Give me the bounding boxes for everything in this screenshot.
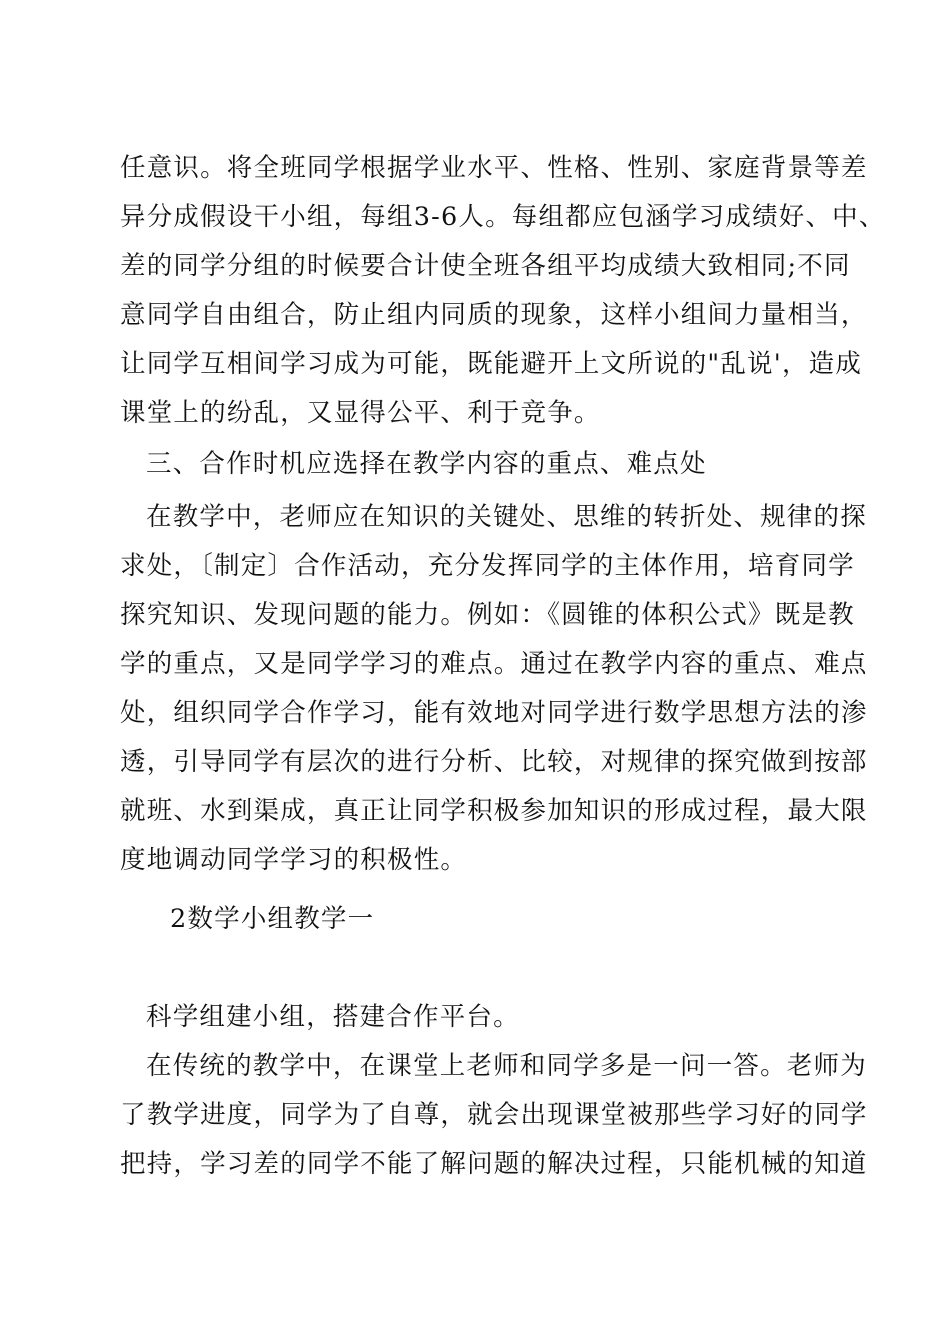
body-text-line: 让同学互相间学习成为可能，既能避开上文所说的"乱说'，造成 [120,349,863,379]
body-text-line: 意同学自由组合，防止组内同质的现象，这样小组间力量相当， [120,300,868,330]
body-text-line: 求处，〔制定〕合作活动，充分发挥同学的主体作用，培育同学 [120,551,855,581]
body-text-line: 异分成假设干小组，每组3-6人。每组都应包涵学习成绩好、中、 [120,202,886,232]
paragraph-first-line: 科学组建小组，搭建合作平台。 [146,1002,520,1032]
body-text-line: 度地调动同学学习的积极性。 [120,845,468,875]
body-text-line: 任意识。将全班同学根据学业水平、性格、性别、家庭背景等差 [120,153,868,183]
body-text-line: 处，组织同学合作学习，能有效地对同学进行数学思想方法的渗 [120,698,868,728]
body-text-line: 了教学进度，同学为了自尊，就会出现课堂被那些学习好的同学 [120,1100,868,1130]
body-text-line: 课堂上的纷乱，又显得公平、利于竞争。 [120,398,601,428]
body-text-line: 学的重点，又是同学学习的难点。通过在教学内容的重点、难点 [120,649,868,679]
body-text-line: 探究知识、发现问题的能力。例如：《圆锥的体积公式》既是教 [120,600,855,630]
paragraph-first-line: 在传统的教学中，在课堂上老师和同学多是一问一答。老师为 [146,1051,867,1081]
body-text-line: 透，引导同学有层次的进行分析、比较，对规律的探究做到按部 [120,747,868,777]
paragraph-first-line: 在教学中，老师应在知识的关键处、思维的转折处、规律的探 [146,502,867,532]
body-text-line: 就班、水到渠成，真正让同学积极参加知识的形成过程，最大限 [120,796,868,826]
section-heading: 三、合作时机应选择在教学内容的重点、难点处 [146,449,707,479]
body-text-line: 差的同学分组的时候要合计使全班各组平均成绩大致相同;不同 [120,251,851,281]
body-text-line: 把持，学习差的同学不能了解问题的解决过程，只能机械的知道 [120,1149,868,1179]
section-title: 2数学小组教学一 [170,904,375,934]
